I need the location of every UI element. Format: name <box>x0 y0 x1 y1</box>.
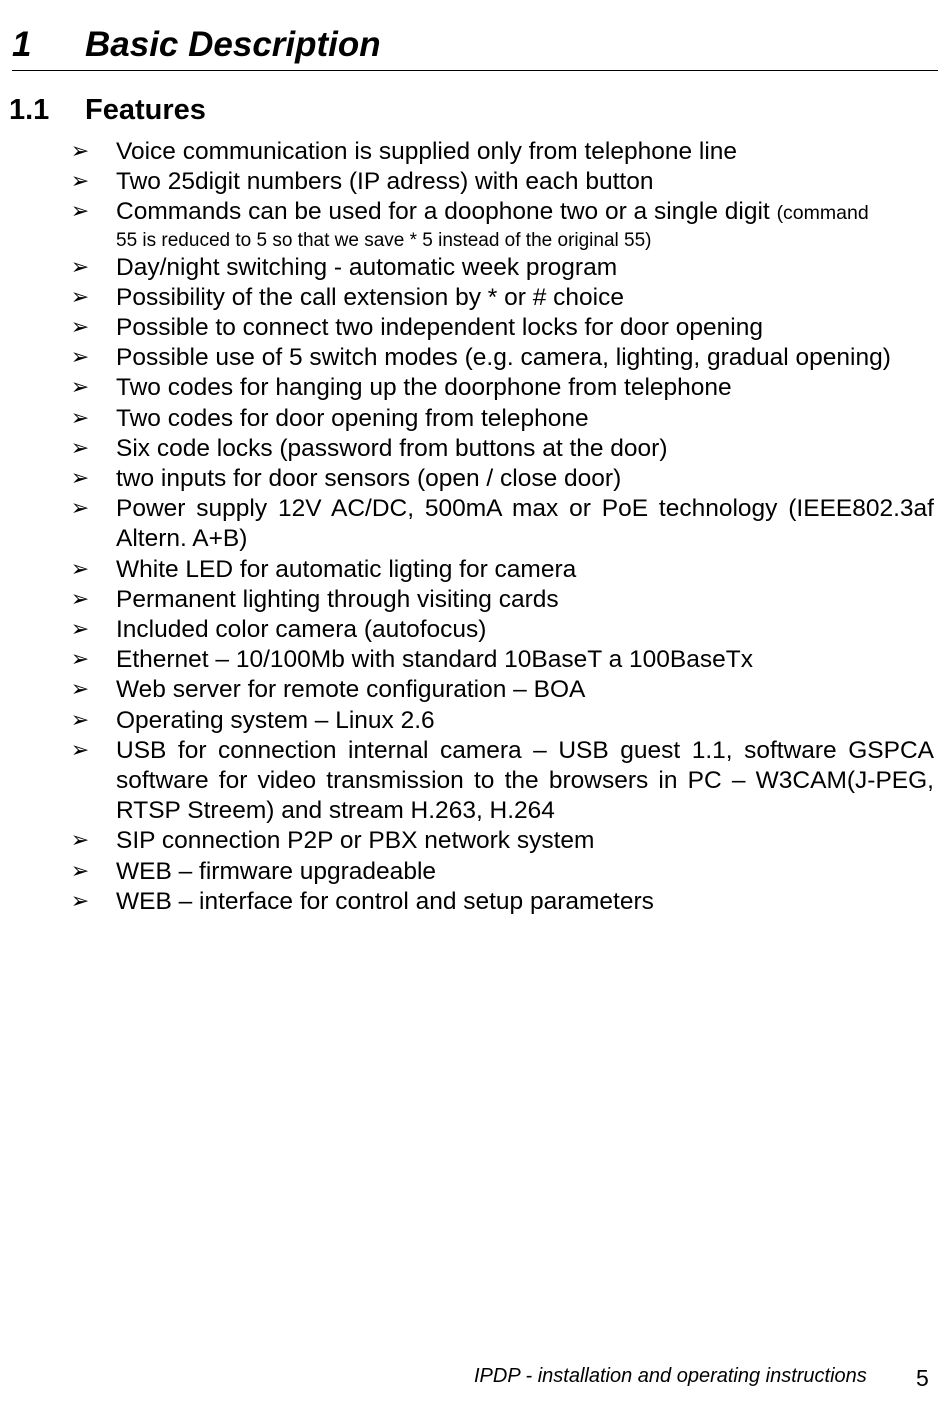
feature-text: WEB – firmware upgradeable <box>116 857 437 885</box>
arrow-bullet-icon: ➢ <box>70 315 90 341</box>
feature-item <box>0 313 934 343</box>
feature-text: Ethernet – 10/100Mb with standard 10BaseT a 100BaseTx <box>116 646 753 674</box>
page-number: 5 <box>916 1365 929 1391</box>
feature-item <box>0 404 934 434</box>
arrow-bullet-icon: ➢ <box>70 375 90 401</box>
section-heading <box>9 92 206 128</box>
feature-text: WEB – interface for control and setup parameters <box>116 887 654 915</box>
feature-item <box>0 283 934 313</box>
feature-list <box>0 137 934 917</box>
feature-text: Commands can be used for a doophone two or a single digit <box>116 198 770 226</box>
feature-item <box>0 615 934 645</box>
arrow-bullet-icon: ➢ <box>70 496 90 522</box>
feature-item <box>0 343 934 373</box>
feature-text: SIP connection P2P or PBX network system <box>116 827 595 855</box>
feature-text: Voice communication is supplied only from telephone line <box>116 138 738 165</box>
feature-item <box>0 675 934 705</box>
section-number: 1.1 <box>9 94 50 126</box>
feature-item <box>0 645 934 675</box>
arrow-bullet-icon: ➢ <box>70 888 90 914</box>
feature-item <box>0 434 934 464</box>
feature-item <box>0 253 934 283</box>
arrow-bullet-icon: ➢ <box>70 858 90 884</box>
arrow-bullet-icon: ➢ <box>70 254 90 280</box>
feature-text: Permanent lighting through visiting cards <box>116 585 559 613</box>
chapter-heading <box>12 22 938 71</box>
arrow-bullet-icon: ➢ <box>70 169 90 195</box>
chapter-title: Basic Description <box>85 25 381 64</box>
feature-item <box>0 826 934 856</box>
chapter-number: 1 <box>12 25 32 64</box>
feature-text: Day/night switching - automatic week program <box>116 253 618 281</box>
feature-text: Possible use of 5 switch modes (e.g. camera, lighting, gradual opening) <box>116 344 891 372</box>
feature-text: Two 25digit numbers (IP adress) with each button <box>116 168 654 196</box>
arrow-bullet-icon: ➢ <box>70 405 90 431</box>
feature-note-continued: 55 is reduced to 5 so that we save * 5 instead of the original 55) <box>116 229 652 251</box>
feature-item <box>0 137 934 167</box>
feature-text: Possible to connect two independent locks for door opening <box>116 314 763 342</box>
feature-item <box>0 706 934 736</box>
footer-document-title: IPDP - installation and operating instructions <box>474 1365 867 1387</box>
feature-item <box>0 736 934 827</box>
arrow-bullet-icon: ➢ <box>70 284 90 310</box>
arrow-bullet-icon: ➢ <box>70 466 90 492</box>
section-title: Features <box>85 94 206 126</box>
feature-text: Operating system – Linux 2.6 <box>116 706 435 734</box>
feature-text: Six code locks (password from buttons at the door) <box>116 434 668 462</box>
feature-item <box>0 494 934 554</box>
feature-item <box>0 197 934 252</box>
feature-item <box>0 373 934 403</box>
arrow-bullet-icon: ➢ <box>70 617 90 643</box>
feature-item <box>0 555 934 585</box>
feature-text: Web server for remote configuration – BOA <box>116 676 586 704</box>
arrow-bullet-icon: ➢ <box>70 586 90 612</box>
arrow-bullet-icon: ➢ <box>70 737 90 763</box>
arrow-bullet-icon: ➢ <box>70 345 90 371</box>
feature-text: White LED for automatic ligting for camera <box>116 555 577 583</box>
arrow-bullet-icon: ➢ <box>70 647 90 673</box>
feature-text: Two codes for hanging up the doorphone from telephone <box>116 374 732 402</box>
arrow-bullet-icon: ➢ <box>70 707 90 733</box>
feature-item <box>0 167 934 197</box>
arrow-bullet-icon: ➢ <box>70 556 90 582</box>
arrow-bullet-icon: ➢ <box>70 139 90 164</box>
feature-text: USB for connection internal camera – USB guest 1.1, software GSPCA software for video transmission to the browsers in PC – W3CAM(J-PEG, RTSP Streem) and stream H.263, H.264 <box>116 736 934 825</box>
feature-text: Included color camera (autofocus) <box>116 616 487 644</box>
feature-item <box>0 857 934 887</box>
arrow-bullet-icon: ➢ <box>70 677 90 703</box>
feature-note: (command <box>776 202 869 225</box>
feature-text: two inputs for door sensors (open / close door) <box>116 465 622 493</box>
arrow-bullet-icon: ➢ <box>70 435 90 461</box>
feature-text: Power supply 12V AC/DC, 500mA max or PoE technology (IEEE802.3af Altern. A+B) <box>116 495 934 553</box>
feature-item <box>0 464 934 494</box>
arrow-bullet-icon: ➢ <box>70 199 90 225</box>
feature-text: Possibility of the call extension by * or # choice <box>116 283 624 311</box>
feature-item <box>0 585 934 615</box>
arrow-bullet-icon: ➢ <box>70 828 90 854</box>
feature-item <box>0 887 934 917</box>
feature-text: Two codes for door opening from telephone <box>116 404 589 432</box>
